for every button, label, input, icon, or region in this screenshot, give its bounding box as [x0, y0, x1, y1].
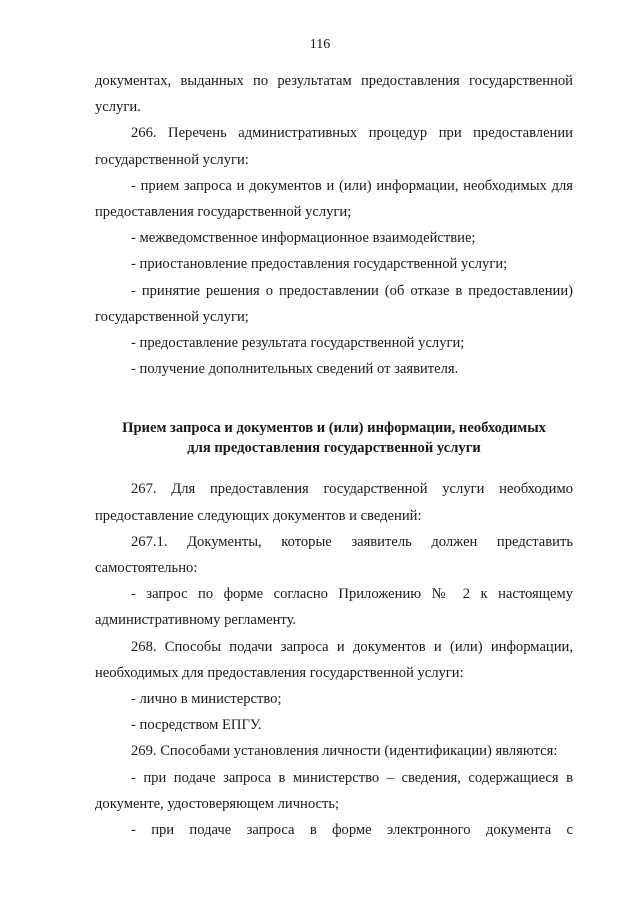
list-item-suspension: - приостановление предоставления государственной услуги; [131, 256, 508, 273]
list-item-reception: - прием запроса и документов и (или) информации, необходимых для предоставления государственной услуги; [95, 177, 573, 221]
paragraph-267-1: 267.1. Документы, которые заявитель должен представить самостоятельно: [95, 533, 573, 577]
list-item-additional-info: - получение дополнительных сведений от заявителя. [131, 361, 459, 378]
list-item-ministry-id: - при подаче запроса в министерство – сведения, содержащиеся в документе, удостоверяющем личность; [95, 769, 573, 812]
paragraph-continuation: документах, выданных по результатам предоставления государственной услуги. [95, 73, 573, 116]
section-heading [95, 418, 573, 458]
page-number: 116 [309, 37, 331, 52]
list-item-result: - предоставление результата государственной услуги; [131, 335, 465, 352]
paragraph-266: 266. Перечень административных процедур при предоставлении государственной услуги: [95, 125, 573, 168]
list-item-in-person: - лично в министерство; [131, 691, 282, 708]
list-item-request-form: - запрос по форме согласно Приложению № 2 к настоящему административному регламенту. [95, 586, 573, 629]
section-heading-line-2: для предоставления государственной услуги [187, 440, 481, 457]
paragraph-268: 268. Способы подачи запроса и документов и (или) информации, необходимых для предоставления государственной услуги: [95, 638, 573, 681]
paragraph-269: 269. Способами установления личности (идентификации) являются: [131, 743, 558, 760]
list-item-electronic-doc: - при подаче запроса в форме электронного документа с [131, 822, 573, 839]
section-heading-line-1: Прием запроса и документов и (или) информации, необходимых [122, 420, 546, 437]
list-item-decision: - принятие решения о предоставлении (об отказе в предоставлении) государственной услуги; [95, 282, 573, 325]
paragraph-267: 267. Для предоставления государственной услуги необходимо предоставление следующих документов и сведений: [95, 481, 573, 524]
list-item-epgu: - посредством ЕПГУ. [131, 717, 262, 734]
document-body [95, 68, 573, 843]
list-item-interagency: - межведомственное информационное взаимодействие; [131, 230, 476, 247]
